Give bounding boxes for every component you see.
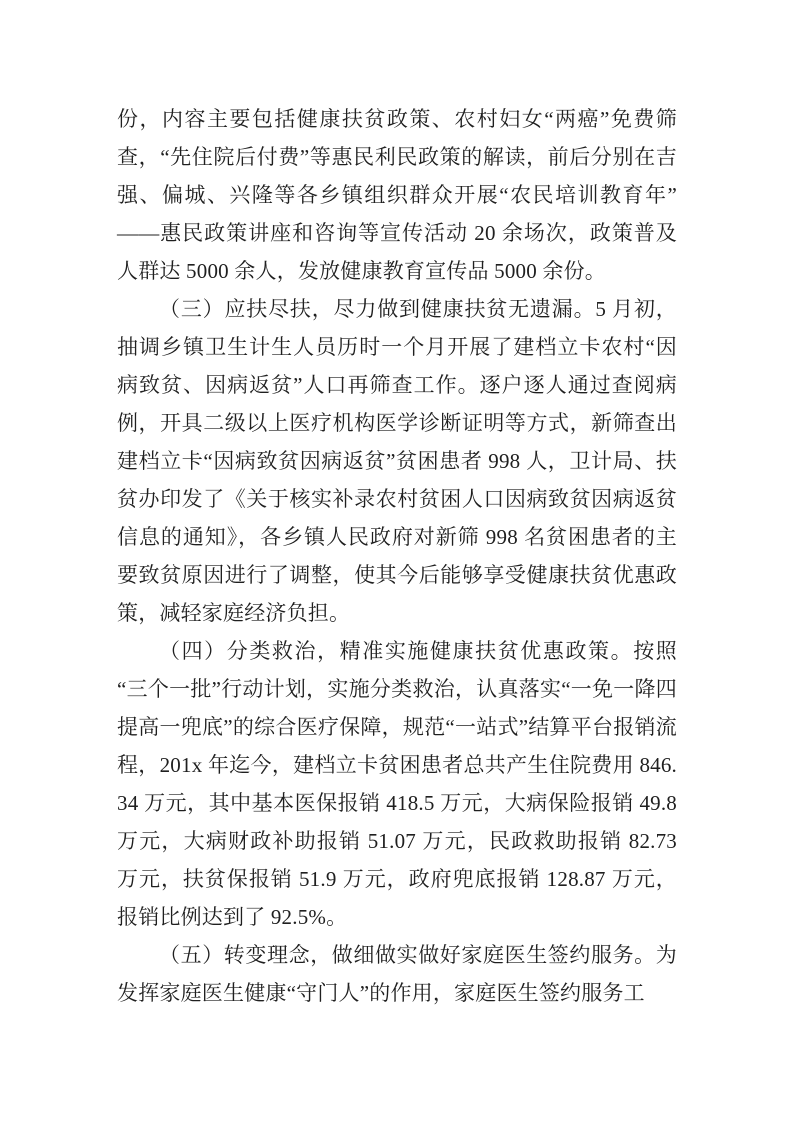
paragraph-item-four: （四）分类救治，精准实施健康扶贫优惠政策。按照“三个一批”行动计划，实施分类救治，认真落实“一免一降四提高一兜底”的综合医疗保障，规范“一站式”结算平台报销流程，201x 年迄今，建档立卡贫困患者总共产生住院费用 846.34 万元，其中基本医保报销 418.5 万元，大病保险报销 49.8 万元，大病财政补助报销 51.07 万元，民政救助报销 82.73 万元，扶贫保报销 51.9 万元，政府兜底报销 128.87 万元，报销比例达到了 92.5%。 bbox=[117, 639, 677, 929]
paragraph-continuation: 份，内容主要包括健康扶贫政策、农村妇女“两癌”免费筛查，“先住院后付费”等惠民利民政策的解读，前后分别在吉强、偏城、兴隆等各乡镇组织群众开展“农民培训教育年”——惠民政策讲座和咨询等宣传活动 20 余场次，政策普及人群达 5000 余人，发放健康教育宣传品 5000 余份。 bbox=[117, 107, 677, 283]
paragraph-item-five: （五）转变理念，做细做实做好家庭医生签约服务。为发挥家庭医生健康“守门人”的作用，家庭医生签约服务工 bbox=[117, 943, 677, 1005]
paragraph-item-three: （三）应扶尽扶，尽力做到健康扶贫无遗漏。5 月初，抽调乡镇卫生计生人员历时一个月开展了建档立卡农村“因病致贫、因病返贫”人口再筛查工作。逐户逐人通过查阅病例，开具二级以上医疗机构医学诊断证明等方式，新筛查出建档立卡“因病致贫因病返贫”贫困患者 998 人，卫计局、扶贫办印发了《关于核实补录农村贫困人口因病致贫因病返贫信息的通知》，各乡镇人民政府对新筛 998 名贫困患者的主要致贫原因进行了调整，使其今后能够享受健康扶贫优惠政策，减轻家庭经济负担。 bbox=[117, 297, 677, 625]
document-body bbox=[117, 100, 677, 1012]
